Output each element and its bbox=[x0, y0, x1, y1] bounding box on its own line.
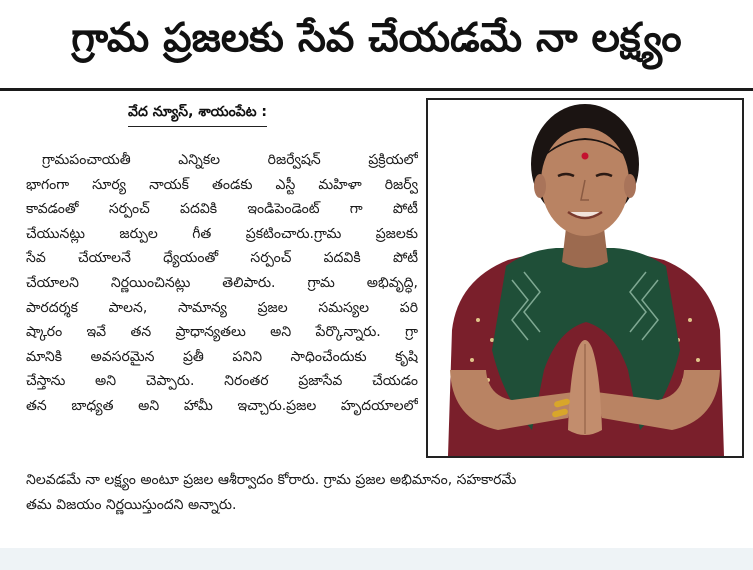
portrait-photo-icon bbox=[428, 100, 742, 456]
footer-band bbox=[0, 548, 753, 570]
body-line: తమ విజయం నిర్ణయిస్తుందని అన్నారు. bbox=[26, 496, 237, 513]
body-line: గ్రామపంచాయతీ ఎన్నికల రిజర్వేషన్ ప్రక్రియలో bbox=[42, 152, 418, 168]
candidate-photo bbox=[426, 98, 744, 458]
body-line: తన బాధ్యత అని హామీ ఇచ్చారు.ప్రజల హృదయాలలో bbox=[26, 397, 418, 414]
body-line: సేవ చేయాలనే ధ్యేయంతో సర్పంచ్ పదవికి పోటీ bbox=[26, 250, 418, 267]
body-line: మానికి అవసరమైన ప్రతీ పనిని సాధించేందుకు కృషి bbox=[26, 348, 418, 365]
article-body-wide bbox=[26, 468, 736, 517]
header-rule bbox=[0, 88, 753, 91]
body-line: ష్కారం ఇవే తన ప్రాధాన్యతలు అని పేర్కొన్నారు. గ్రా bbox=[26, 324, 418, 341]
body-line: కావడంతో సర్పంచ్ పదవికి ఇండిపెండెంట్ గా పోటీ bbox=[26, 201, 418, 218]
body-line: చేస్తాను అని చెప్పారు. నిరంతర ప్రజాసేవ చేయడం bbox=[26, 373, 418, 390]
dateline: వేద న్యూస్, శాయంపేట : bbox=[128, 102, 267, 127]
headline: గ్రామ ప్రజలకు సేవ చేయడమే నా లక్ష్యం bbox=[71, 15, 682, 61]
article-body-column bbox=[26, 148, 418, 419]
body-line: భాగంగా సూర్య నాయక్ తండకు ఎస్టీ మహిళా రిజర్వ్ bbox=[26, 176, 418, 193]
body-line: నిలవడమే నా లక్ష్యం అంటూ ప్రజల ఆశీర్వాదం కోరారు. గ్రామ ప్రజల అభిమానం, సహకారమే bbox=[26, 472, 517, 488]
body-line: పారదర్శక పాలన, సామాన్య ప్రజల సమస్యల పరి bbox=[26, 299, 418, 316]
body-line: చేయునట్లు జర్పుల గీత ప్రకటించారు.గ్రామ ప్రజలకు bbox=[26, 225, 418, 242]
body-line: చేయాలని నిర్ణయించినట్లు తెలిపారు. గ్రామ అభివృద్ధి, bbox=[26, 274, 418, 291]
